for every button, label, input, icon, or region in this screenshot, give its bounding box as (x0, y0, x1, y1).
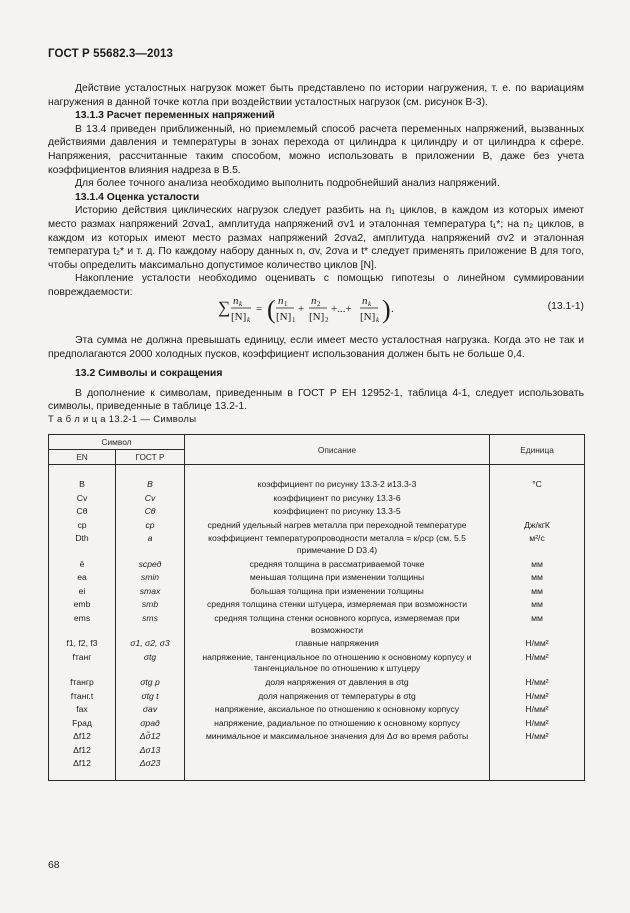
symbols-table-body (49, 465, 585, 781)
unit-cell: мм (490, 598, 585, 612)
svg-text:n: n (233, 295, 239, 307)
description-cell: напряжение, радиальное по отношению к основному корпусу (185, 717, 490, 731)
symbol-gost-cell: sms (116, 612, 185, 637)
svg-text:1: 1 (292, 316, 296, 324)
svg-text:(: ( (267, 295, 276, 324)
symbol-en-cell: emb (49, 598, 116, 612)
table-row (49, 585, 585, 599)
svg-text:[N]: [N] (309, 311, 325, 323)
symbol-gost-cell: σav (116, 703, 185, 717)
description-cell: средняя толщина стенки основного корпуса, измеряемая при возможности (185, 612, 490, 637)
svg-text:+: + (298, 303, 305, 315)
description-cell: средний удельный нагрев металла при переходной температуре (185, 519, 490, 533)
table-row (49, 598, 585, 612)
formula-graphic (48, 288, 518, 328)
unit-cell: Н/мм² (490, 730, 585, 744)
symbol-gost-cell: σ1, σ2, σ3 (116, 637, 185, 651)
formula-number: (13.1-1) (547, 301, 584, 312)
symbol-gost-cell: Cθ (116, 505, 185, 519)
svg-text:k: k (368, 300, 372, 308)
table-row (49, 637, 585, 651)
symbol-en-cell: B (49, 465, 116, 492)
symbol-en-cell: ems (49, 612, 116, 637)
symbol-gost-cell: Cv (116, 492, 185, 506)
paragraph: Историю действия циклических нагрузок следует разбить на n₁ циклов, в каждом из которых имеют место размах напряжений 2σva1, амплитуда напряжений σv1 и эталонная температура t₁*; на n₂ циклов, в каждом из которых имеют место размах напряжений 2σva2, амплитуда напряжений σv2 и эталонная температура t₂* и т. д. По каждому набору данных n, σv, 2σva и t* следует применять приложение В для того, чтобы определить максимально допустимое количество циклов [N]. (48, 205, 584, 271)
symbol-gost-cell: smb (116, 598, 185, 612)
symbol-gost-cell: Δσ̃12 (116, 730, 185, 744)
description-cell: коэффициент по рисунку 13.3-5 (185, 505, 490, 519)
unit-cell: мм (490, 612, 585, 637)
table-row (49, 757, 585, 780)
description-cell: напряжение, аксиальное по отношению к основному корпусу (185, 703, 490, 717)
symbol-gost-cell: sсред (116, 558, 185, 572)
unit-cell: Н/мм² (490, 637, 585, 651)
symbol-en-cell: fтанг (49, 651, 116, 676)
symbol-en-cell: Fрад (49, 717, 116, 731)
header-description: Описание (185, 435, 490, 465)
symbol-gost-cell: σtg p (116, 676, 185, 690)
header-unit: Единица (490, 435, 585, 465)
symbol-en-cell: fax (49, 703, 116, 717)
table-row (49, 676, 585, 690)
unit-cell: Н/мм² (490, 703, 585, 717)
description-cell: средняя толщина в рассматриваемой точке (185, 558, 490, 572)
description-cell: коэффициент по рисунку 13.3-6 (185, 492, 490, 506)
unit-cell: Н/мм² (490, 717, 585, 731)
svg-text:k: k (376, 316, 380, 324)
description-cell: большая толщина при изменении толщины (185, 585, 490, 599)
table-row (49, 651, 585, 676)
svg-text:n: n (362, 295, 368, 307)
unit-cell: мм (490, 558, 585, 572)
symbol-en-cell: Cθ (49, 505, 116, 519)
description-cell: доля напряжения от давления в σtg (185, 676, 490, 690)
symbol-gost-cell: smin (116, 571, 185, 585)
symbol-gost-cell: B (116, 465, 185, 492)
section-heading: 13.1.3 Расчет переменных напряжений (75, 110, 275, 122)
svg-text:2: 2 (317, 300, 321, 308)
table-row (49, 532, 585, 557)
description-cell: меньшая толщина при изменении толщины (185, 571, 490, 585)
svg-text:=: = (256, 303, 263, 315)
sum-sign: ∑ (218, 298, 231, 317)
table-row (49, 690, 585, 704)
unit-cell: °С (490, 465, 585, 492)
symbol-en-cell: fтангр (49, 676, 116, 690)
symbol-en-cell: Δf12 (49, 744, 116, 758)
page-number: 68 (48, 860, 60, 871)
symbol-en-cell: ei (49, 585, 116, 599)
unit-cell: Н/мм² (490, 690, 585, 704)
symbol-gost-cell: σtg (116, 651, 185, 676)
body-text-middle (48, 334, 584, 414)
table-row (49, 492, 585, 506)
symbol-en-cell: Cv (49, 492, 116, 506)
document-header: ГОСТ Р 55682.3—2013 (48, 48, 173, 60)
description-cell: коэффициент температуропроводности металла = к/ρcp (см. 5.5 примечание D D3.4) (185, 532, 490, 557)
description-cell: средняя толщина стенки штуцера, измеряемая при возможности (185, 598, 490, 612)
svg-text:+...+: +...+ (331, 303, 352, 315)
unit-cell (490, 492, 585, 506)
symbol-gost-cell: smax (116, 585, 185, 599)
description-cell: главные напряжения (185, 637, 490, 651)
symbol-en-cell: f1, f2, f3 (49, 637, 116, 651)
description-cell: коэффициент по рисунку 13.3-2 и13.3-3 (185, 465, 490, 492)
paragraph: Эта сумма не должна превышать единицу, если имеет место усталостная нагрузка. Когда это не так и предполагаются 2000 холодных пусков, коэффициент использования должен быть не больше 0,4. (48, 335, 584, 360)
paragraph: В дополнение к символам, приведенным в ГОСТ Р ЕН 12952-1, таблица 4-1, следует использовать символы, приведенные в таблице 13.2-1. (48, 387, 584, 413)
description-cell: доля напряжения от температуры в σtg (185, 690, 490, 704)
header-en: EN (49, 450, 116, 465)
svg-text:n: n (311, 295, 317, 307)
paragraph: Действие усталостных нагрузок может быть представлено по истории нагружения, т. е. по вариациям нагружения в данной точке котла при воздействии усталостных нагрузок (см. рисунок В-3). (48, 83, 584, 108)
description-cell (185, 744, 490, 758)
table-caption: Т а б л и ц а 13.2-1 — Символы (48, 414, 197, 425)
paragraph: Для более точного анализа необходимо выполнить подробнейший анализ напряжений. (75, 178, 500, 190)
symbol-en-cell: eа (49, 571, 116, 585)
symbol-gost-cell: σрад (116, 717, 185, 731)
symbol-en-cell: Δf12 (49, 730, 116, 744)
symbols-table (48, 434, 585, 781)
table-row (49, 571, 585, 585)
paragraph: В 13.4 приведен приближенный, но приемлемый способ расчета переменных напряжений, вызванных действиями давления и температуры в зонах перехода от цилиндра к цилиндру и от цилиндра к сфере. Напряжения, рассчитанные таким способом, можно использовать в приложении В, даже без учета коэффициентов влияния надреза в В.5. (48, 123, 584, 176)
symbol-gost-cell: σtg t (116, 690, 185, 704)
description-cell (185, 757, 490, 780)
svg-text:.: . (391, 303, 394, 315)
paragraph: Накопление усталости необходимо оценивать с помощью гипотезы о линейном суммировании повреждаемости: (48, 273, 584, 298)
symbol-gost-cell: Δσ13 (116, 744, 185, 758)
unit-cell: мм (490, 585, 585, 599)
table-row (49, 744, 585, 758)
description-cell: напряжение, тангенциальное по отношению к основному корпусу и тангенциальное по отношению к штуцеру (185, 651, 490, 676)
table-row (49, 730, 585, 744)
description-cell: минимальное и максимальное значения для Δσ во время работы (185, 730, 490, 744)
unit-cell: м²/с (490, 532, 585, 557)
section-heading: 13.1.4 Оценка усталости (75, 191, 200, 203)
body-text-top (48, 82, 584, 300)
symbol-gost-cell: a (116, 532, 185, 557)
table-row (49, 558, 585, 572)
symbol-en-cell: Δf12 (49, 757, 116, 780)
section-heading: 13.2 Символы и сокращения (75, 368, 223, 380)
unit-cell: Дж/кгК (490, 519, 585, 533)
symbol-gost-cell: Δσ23 (116, 757, 185, 780)
svg-text:[N]: [N] (360, 311, 376, 323)
symbol-en-cell: cp (49, 519, 116, 533)
unit-cell: мм (490, 571, 585, 585)
svg-text:1: 1 (284, 300, 288, 308)
svg-text:k: k (239, 300, 243, 308)
unit-cell (490, 505, 585, 519)
fatigue-sum-formula (48, 288, 584, 328)
table-row (49, 703, 585, 717)
table-row (49, 505, 585, 519)
unit-cell (490, 744, 585, 758)
symbol-en-cell: fтанг.t (49, 690, 116, 704)
svg-text:): ) (382, 295, 391, 324)
svg-text:k: k (247, 316, 251, 324)
header-gost: ГОСТ Р (116, 450, 185, 465)
symbol-en-cell: Dth (49, 532, 116, 557)
svg-text:[N]: [N] (276, 311, 292, 323)
header-symbol: Символ (49, 435, 185, 450)
table-row (49, 612, 585, 637)
svg-text:[N]: [N] (231, 311, 247, 323)
svg-text:2: 2 (325, 316, 329, 324)
unit-cell (490, 757, 585, 780)
table-row (49, 717, 585, 731)
table-row (49, 519, 585, 533)
symbol-gost-cell: cp (116, 519, 185, 533)
unit-cell: Н/мм² (490, 676, 585, 690)
symbol-en-cell: ē (49, 558, 116, 572)
svg-text:n: n (278, 295, 284, 307)
unit-cell: Н/мм² (490, 651, 585, 676)
table-row (49, 465, 585, 492)
